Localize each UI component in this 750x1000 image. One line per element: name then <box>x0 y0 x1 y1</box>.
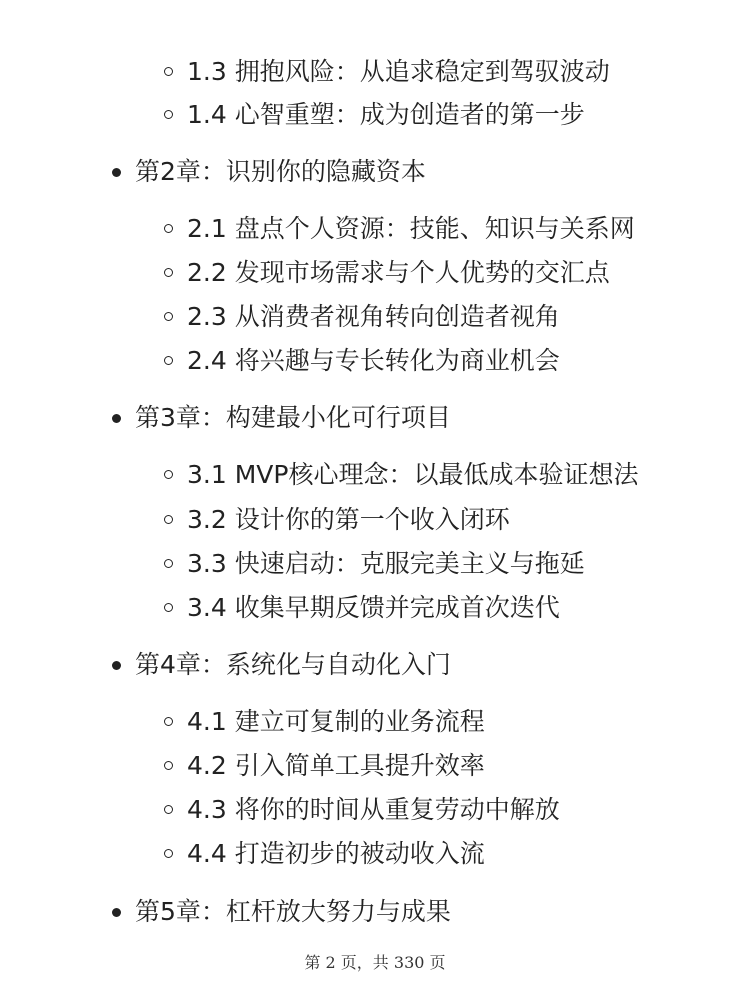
toc-section-label: 4.1 建立可复制的业务流程 <box>187 707 485 736</box>
toc-chapter-label: 第5章：杠杆放大努力与成果 <box>135 897 451 926</box>
toc-section-label: 3.4 收集早期反馈并完成首次迭代 <box>187 593 560 622</box>
page-number-footer: 第 2 页，共 330 页 <box>304 953 446 972</box>
toc-chapter-label: 第3章：构建最小化可行项目 <box>135 403 451 432</box>
toc-section-label: 3.3 快速启动：克服完美主义与拖延 <box>187 549 585 578</box>
hollow-bullet-icon <box>164 470 173 479</box>
hollow-bullet-icon <box>164 805 173 814</box>
hollow-bullet-icon <box>164 67 173 76</box>
hollow-bullet-icon <box>164 559 173 568</box>
toc-section-label: 3.1 MVP核心理念：以最低成本验证想法 <box>187 460 639 489</box>
toc-chapter-label: 第2章：识别你的隐藏资本 <box>135 157 426 186</box>
filled-bullet-icon <box>112 414 121 423</box>
filled-bullet-icon <box>112 168 121 177</box>
hollow-bullet-icon <box>164 224 173 233</box>
toc-section-label: 2.2 发现市场需求与个人优势的交汇点 <box>187 258 610 287</box>
toc-section-label: 4.3 将你的时间从重复劳动中解放 <box>187 795 560 824</box>
hollow-bullet-icon <box>164 312 173 321</box>
toc-section-label: 2.3 从消费者视角转向创造者视角 <box>187 302 560 331</box>
hollow-bullet-icon <box>164 356 173 365</box>
toc-section-label: 1.3 拥抱风险：从追求稳定到驾驭波动 <box>187 57 610 86</box>
hollow-bullet-icon <box>164 849 173 858</box>
hollow-bullet-icon <box>164 717 173 726</box>
toc-section-label: 2.1 盘点个人资源：技能、知识与关系网 <box>187 214 635 243</box>
toc-section-label: 3.2 设计你的第一个收入闭环 <box>187 505 510 534</box>
hollow-bullet-icon <box>164 268 173 277</box>
hollow-bullet-icon <box>164 110 173 119</box>
toc-chapter-label: 第4章：系统化与自动化入门 <box>135 650 451 679</box>
toc-section-label: 4.2 引入简单工具提升效率 <box>187 751 485 780</box>
filled-bullet-icon <box>112 908 121 917</box>
hollow-bullet-icon <box>164 603 173 612</box>
filled-bullet-icon <box>112 661 121 670</box>
hollow-bullet-icon <box>164 515 173 524</box>
toc-section-label: 1.4 心智重塑：成为创造者的第一步 <box>187 100 585 129</box>
toc-section-label: 2.4 将兴趣与专长转化为商业机会 <box>187 346 560 375</box>
hollow-bullet-icon <box>164 761 173 770</box>
toc-section-label: 4.4 打造初步的被动收入流 <box>187 839 485 868</box>
